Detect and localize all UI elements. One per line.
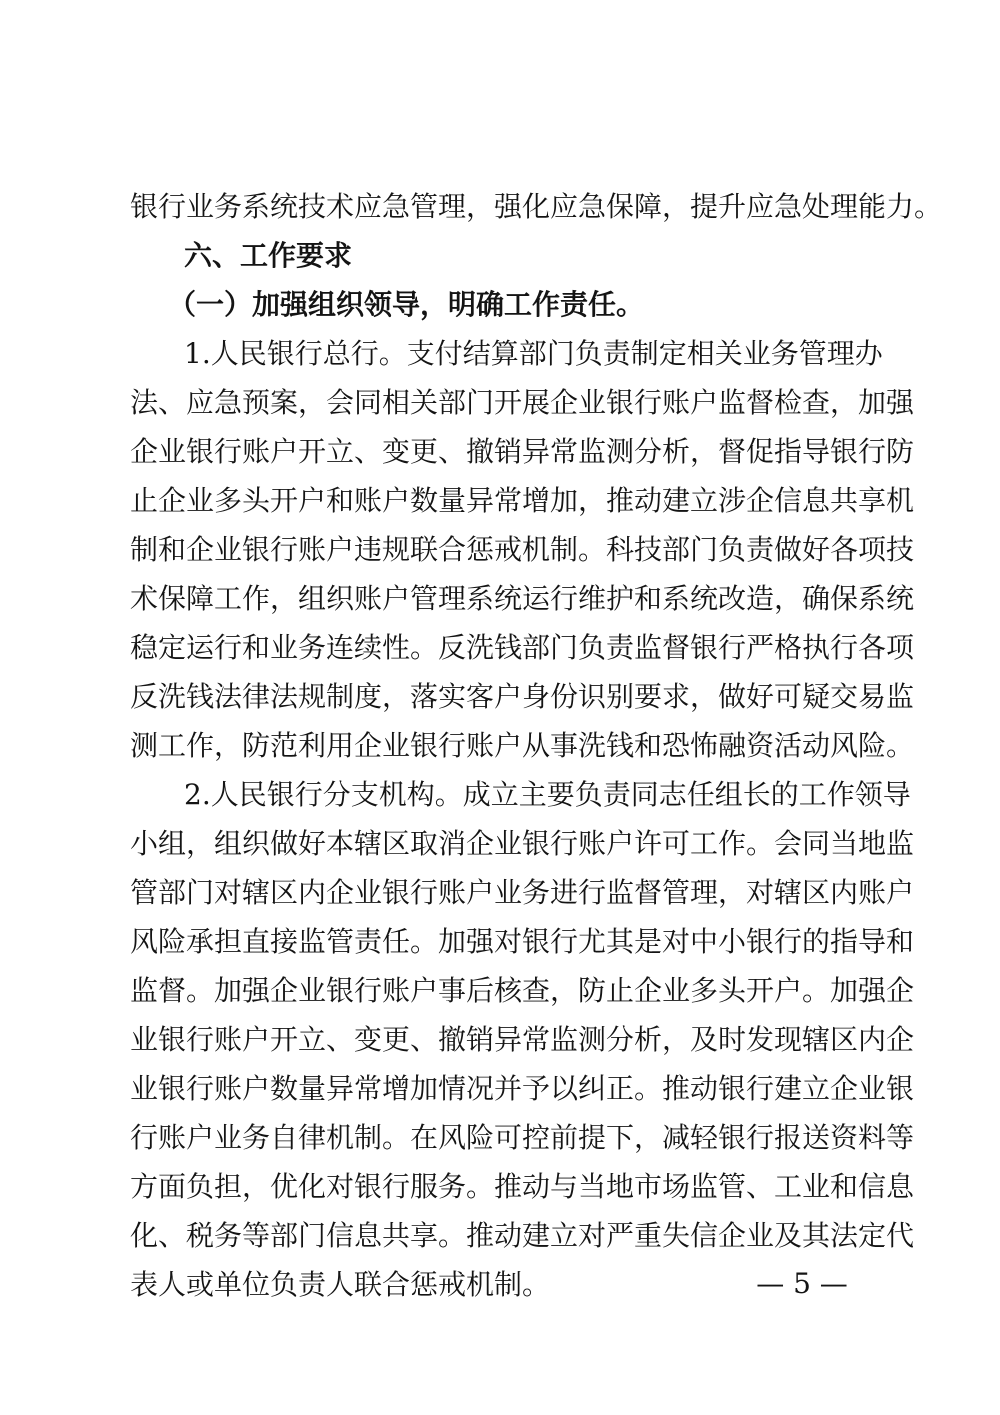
paragraph-line: 银行业务系统技术应急管理，强化应急保障，提升应急处理能力。: [130, 190, 943, 223]
paragraph-line: 测工作，防范利用企业银行账户从事洗钱和恐怖融资活动风险。: [130, 729, 915, 762]
paragraph-line: 稳定运行和业务连续性。反洗钱部门负责监督银行严格执行各项: [130, 631, 915, 664]
subsection-heading: （一）加强组织领导，明确工作责任。: [168, 288, 645, 321]
paragraph-line: 止企业多头开户和账户数量异常增加，推动建立涉企信息共享机: [130, 484, 915, 517]
paragraph-line: 风险承担直接监管责任。加强对银行尤其是对中小银行的指导和: [130, 925, 915, 958]
paragraph-line: 2.人民银行分支机构。成立主要负责同志任组长的工作领导: [184, 778, 911, 811]
paragraph-line: 法、应急预案，会同相关部门开展企业银行账户监督检查，加强: [130, 386, 915, 419]
paragraph-line: 方面负担，优化对银行服务。推动与当地市场监管、工业和信息: [130, 1170, 915, 1203]
paragraph-line: 业银行账户开立、变更、撤销异常监测分析，及时发现辖区内企: [130, 1023, 915, 1056]
section-heading: 六、工作要求: [184, 239, 353, 272]
paragraph-line: 表人或单位负责人联合惩戒机制。: [130, 1268, 551, 1301]
page-number: — 5 —: [756, 1267, 848, 1300]
paragraph-line: 管部门对辖区内企业银行账户业务进行监督管理，对辖区内账户: [130, 876, 915, 909]
paragraph-line: 术保障工作，组织账户管理系统运行维护和系统改造，确保系统: [130, 582, 915, 615]
paragraph-line: 业银行账户数量异常增加情况并予以纠正。推动银行建立企业银: [130, 1072, 915, 1105]
paragraph-line: 监督。加强企业银行账户事后核查，防止企业多头开户。加强企: [130, 974, 915, 1007]
paragraph-line: 化、税务等部门信息共享。推动建立对严重失信企业及其法定代: [130, 1219, 915, 1252]
paragraph-line: 小组，组织做好本辖区取消企业银行账户许可工作。会同当地监: [130, 827, 915, 860]
paragraph-line: 行账户业务自律机制。在风险可控前提下，减轻银行报送资料等: [130, 1121, 915, 1154]
paragraph-line: 企业银行账户开立、变更、撤销异常监测分析，督促指导银行防: [130, 435, 915, 468]
paragraph-line: 反洗钱法律法规制度，落实客户身份识别要求，做好可疑交易监: [130, 680, 915, 713]
paragraph-line: 1.人民银行总行。支付结算部门负责制定相关业务管理办: [184, 337, 883, 370]
paragraph-line: 制和企业银行账户违规联合惩戒机制。科技部门负责做好各项技: [130, 533, 915, 566]
